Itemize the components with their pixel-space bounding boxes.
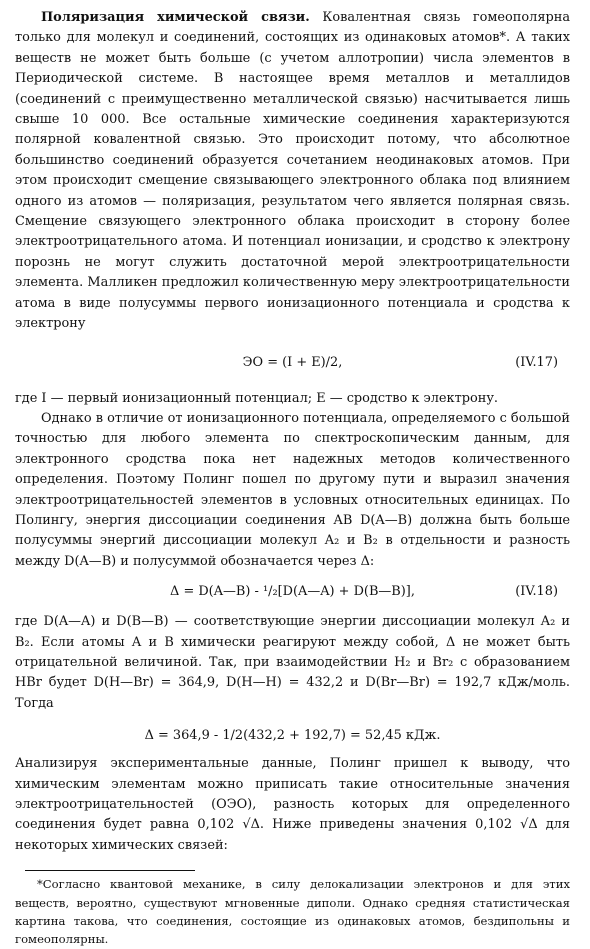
example-paragraph: где D(A—A) и D(B—B) — соответствующие энергии диссоциации молекул A₂ и B₂. Если атомы A и B химически реагируют между собой, Δ не может быть отрицательной величиной. Так, при взаимодействии H₂ и Br₂ с образованием HBr будет D(H—Br) = 364,9, D(H—H) = 432,2 и D(Br—Br) = 192,7 кДж/моль. Тогда	[15, 614, 570, 711]
conclusion-paragraph: Анализируя экспериментальные данные, Полинг пришел к выводу, что химическим элементам можно приписать такие относительные значения электроотрицательностей (ОЭО), разность которых для определенного соединения будет равна 0,102 √Δ. Ниже приведены значения 0,102 √Δ для некоторых химических связей:	[15, 756, 570, 853]
equation-iv17-number: (IV.17)	[515, 354, 558, 370]
equation-iv17-legend: где I — первый ионизационный потенциал; E — сродство к электрону.	[15, 390, 498, 406]
equation-example	[15, 726, 570, 746]
equation-iv17-formula: ЭО = (I + E)/2,	[242, 354, 343, 370]
footnote: *Согласно квантовой механике, в силу делокализации электронов и для этих веществ, вероятно, существуют мгновенные диполи. Однако средняя статистическая картина такова, что соединения, состоящие из одинаковых атомов, бездипольны и гомеополярны.	[15, 877, 570, 947]
equation-iv18-formula: Δ = D(A—B) - ¹/₂[D(A—A) + D(B—B)],	[170, 584, 415, 600]
equation-iv18	[15, 582, 570, 602]
intro-paragraph	[15, 8, 570, 335]
footnote-divider	[25, 870, 195, 871]
intro-text: Ковалентная связь гомеополярна только для молекул и соединений, состоящих из одинаковых атомов*. А таких веществ не может быть больше (с учетом аллотропии) числа элементов в Периодической системе. В настоящее время металлов и металлидов (соединений с преимущественно металлической связью) насчитывается лишь свыше 10 000. Все остальные химические соединения характеризуются полярной ковалентной связью. Это происходит потому, что абсолютное большинство соединений образуется сочетанием неодинаковых атомов. При этом происходит смещение связывающего электронного облака под влиянием одного из атомов — поляризация, результатом чего является полярная связь. Смещение связующего электронного облака происходит в сторону более электроотрицательного атома. И потенциал ионизации, и сродство к электрону порознь не могут служить достаточной мерой электроотрицательности элемента. Малликен предложил количественную меру электроотрицательности атома в виде полусуммы первого ионизационного потенциала и сродства к электрону	[15, 10, 571, 332]
equation-example-formula: Δ = 364,9 - 1/2(432,2 + 192,7) = 52,45 кДж.	[144, 728, 441, 744]
equation-iv18-number: (IV.18)	[515, 584, 558, 600]
equation-iv17	[15, 353, 570, 373]
section-heading: Поляризация химической связи.	[41, 10, 310, 25]
pauling-paragraph: Однако в отличие от ионизационного потенциала, определяемого с большой точностью для любого элемента по спектроскопическим данным, для электронного сродства пока нет надежных методов количественного определения. Поэтому Полинг пошел по другому пути и выразил значения электроотрицательностей элементов в условных относительных единицах. По Полингу, энергия диссоциации соединения AB D(A—B) должна быть больше полусуммы энергий диссоциации молекул A₂ и B₂ в отдельности и разность между D(A—B) и полусуммой обозначается через Δ:	[15, 410, 570, 569]
